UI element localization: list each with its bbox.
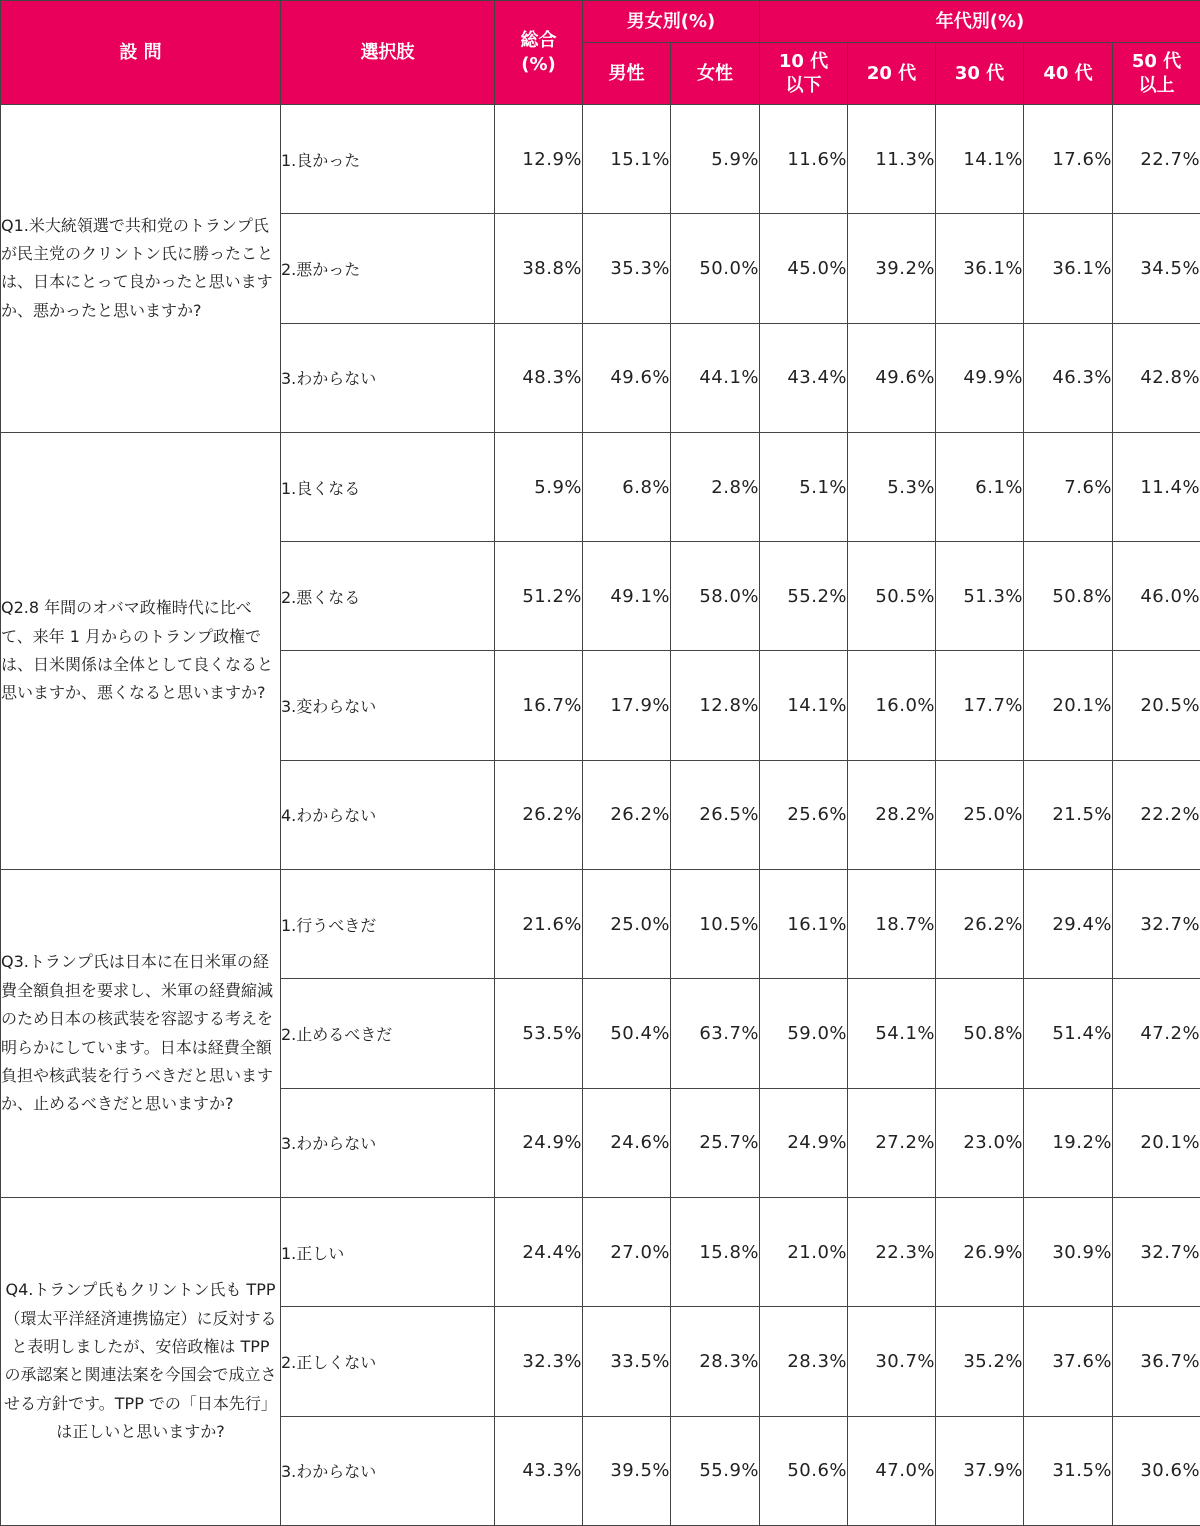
value-cell-age40: 30.9% — [1024, 1197, 1113, 1306]
age50-column-header: 50 代 以上 — [1113, 43, 1200, 105]
value-cell-total: 5.9% — [495, 432, 583, 541]
value-cell-age10: 11.6% — [760, 105, 848, 214]
value-cell-total: 21.6% — [495, 870, 583, 979]
value-cell-age10: 14.1% — [760, 651, 848, 760]
value-cell-female: 63.7% — [671, 979, 760, 1088]
value-cell-age30: 50.8% — [936, 979, 1024, 1088]
value-cell-total: 24.9% — [495, 1088, 583, 1197]
value-cell-age40: 36.1% — [1024, 214, 1113, 323]
value-cell-age20: 5.3% — [848, 432, 936, 541]
question-text-q4: Q4.トランプ氏もクリントン氏も TPP（環太平洋経済連携協定）に反対すると表明しましたが、安倍政権は TPP の承認案と関連法案を今国会で成立させる方針です。TPP での「日本先行」は正しいと思いますか? — [1, 1197, 281, 1525]
option-label: 2.悪くなる — [281, 542, 495, 651]
value-cell-age30: 51.3% — [936, 542, 1024, 651]
value-cell-total: 43.3% — [495, 1416, 583, 1525]
value-cell-female: 55.9% — [671, 1416, 760, 1525]
value-cell-age20: 27.2% — [848, 1088, 936, 1197]
value-cell-age10: 24.9% — [760, 1088, 848, 1197]
question-text-q2: Q2.8 年間のオバマ政権時代に比べて、来年 1 月からのトランプ政権では、日米関係は全体として良くなると思いますか、悪くなると思いますか? — [1, 432, 281, 869]
value-cell-age30: 26.2% — [936, 870, 1024, 979]
value-cell-age50: 20.1% — [1113, 1088, 1200, 1197]
value-cell-age20: 54.1% — [848, 979, 936, 1088]
value-cell-total: 38.8% — [495, 214, 583, 323]
value-cell-age30: 36.1% — [936, 214, 1024, 323]
value-cell-female: 44.1% — [671, 323, 760, 432]
value-cell-age50: 36.7% — [1113, 1307, 1200, 1416]
value-cell-female: 25.7% — [671, 1088, 760, 1197]
value-cell-age20: 47.0% — [848, 1416, 936, 1525]
value-cell-age30: 14.1% — [936, 105, 1024, 214]
value-cell-age50: 47.2% — [1113, 979, 1200, 1088]
value-cell-age40: 29.4% — [1024, 870, 1113, 979]
value-cell-age50: 32.7% — [1113, 1197, 1200, 1306]
option-label: 4.わからない — [281, 760, 495, 869]
question-text-q1: Q1.米大統領選で共和党のトランプ氏が民主党のクリントン氏に勝ったことは、日本にとって良かったと思いますか、悪かったと思いますか? — [1, 105, 281, 433]
age30-column-header: 30 代 — [936, 43, 1024, 105]
male-column-header: 男性 — [583, 43, 671, 105]
value-cell-age50: 22.2% — [1113, 760, 1200, 869]
table-row — [1, 105, 1200, 214]
option-label: 3.わからない — [281, 1088, 495, 1197]
value-cell-age50: 30.6% — [1113, 1416, 1200, 1525]
value-cell-male: 24.6% — [583, 1088, 671, 1197]
value-cell-age10: 21.0% — [760, 1197, 848, 1306]
value-cell-male: 49.1% — [583, 542, 671, 651]
value-cell-female: 2.8% — [671, 432, 760, 541]
value-cell-age10: 45.0% — [760, 214, 848, 323]
table-row — [1, 432, 1200, 541]
value-cell-age20: 50.5% — [848, 542, 936, 651]
value-cell-age10: 43.4% — [760, 323, 848, 432]
value-cell-age40: 19.2% — [1024, 1088, 1113, 1197]
value-cell-age30: 26.9% — [936, 1197, 1024, 1306]
value-cell-age10: 59.0% — [760, 979, 848, 1088]
value-cell-age30: 25.0% — [936, 760, 1024, 869]
value-cell-male: 27.0% — [583, 1197, 671, 1306]
value-cell-total: 24.4% — [495, 1197, 583, 1306]
option-label: 1.良かった — [281, 105, 495, 214]
value-cell-age20: 16.0% — [848, 651, 936, 760]
value-cell-age40: 50.8% — [1024, 542, 1113, 651]
value-cell-age50: 20.5% — [1113, 651, 1200, 760]
value-cell-male: 17.9% — [583, 651, 671, 760]
option-label: 1.正しい — [281, 1197, 495, 1306]
gender-group-header: 男女別(%) — [583, 1, 760, 43]
value-cell-age10: 5.1% — [760, 432, 848, 541]
value-cell-male: 26.2% — [583, 760, 671, 869]
age-group-header: 年代別(%) — [760, 1, 1200, 43]
value-cell-total: 32.3% — [495, 1307, 583, 1416]
value-cell-age20: 30.7% — [848, 1307, 936, 1416]
value-cell-age40: 7.6% — [1024, 432, 1113, 541]
option-label: 1.行うべきだ — [281, 870, 495, 979]
value-cell-male: 15.1% — [583, 105, 671, 214]
value-cell-age10: 50.6% — [760, 1416, 848, 1525]
value-cell-total: 26.2% — [495, 760, 583, 869]
value-cell-age10: 55.2% — [760, 542, 848, 651]
age40-column-header: 40 代 — [1024, 43, 1113, 105]
value-cell-age50: 34.5% — [1113, 214, 1200, 323]
value-cell-female: 12.8% — [671, 651, 760, 760]
value-cell-female: 5.9% — [671, 105, 760, 214]
age10-column-header: 10 代 以下 — [760, 43, 848, 105]
value-cell-total: 51.2% — [495, 542, 583, 651]
value-cell-age10: 16.1% — [760, 870, 848, 979]
value-cell-male: 39.5% — [583, 1416, 671, 1525]
table-body — [1, 105, 1200, 1526]
total-column-header: 総合 (%) — [495, 1, 583, 105]
option-column-header: 選択肢 — [281, 1, 495, 105]
value-cell-female: 10.5% — [671, 870, 760, 979]
value-cell-age50: 22.7% — [1113, 105, 1200, 214]
value-cell-age20: 39.2% — [848, 214, 936, 323]
option-label: 2.悪かった — [281, 214, 495, 323]
value-cell-age30: 35.2% — [936, 1307, 1024, 1416]
value-cell-female: 58.0% — [671, 542, 760, 651]
female-column-header: 女性 — [671, 43, 760, 105]
value-cell-age10: 28.3% — [760, 1307, 848, 1416]
table-header — [1, 1, 1200, 105]
option-label: 2.止めるべきだ — [281, 979, 495, 1088]
value-cell-age50: 46.0% — [1113, 542, 1200, 651]
value-cell-age30: 23.0% — [936, 1088, 1024, 1197]
value-cell-male: 35.3% — [583, 214, 671, 323]
value-cell-total: 48.3% — [495, 323, 583, 432]
option-label: 2.正しくない — [281, 1307, 495, 1416]
question-column-header: 設 問 — [1, 1, 281, 105]
value-cell-total: 53.5% — [495, 979, 583, 1088]
value-cell-age40: 37.6% — [1024, 1307, 1113, 1416]
table-row — [1, 870, 1200, 979]
option-label: 3.変わらない — [281, 651, 495, 760]
value-cell-age40: 31.5% — [1024, 1416, 1113, 1525]
age20-column-header: 20 代 — [848, 43, 936, 105]
value-cell-age20: 11.3% — [848, 105, 936, 214]
value-cell-male: 6.8% — [583, 432, 671, 541]
value-cell-total: 16.7% — [495, 651, 583, 760]
value-cell-age10: 25.6% — [760, 760, 848, 869]
option-label: 3.わからない — [281, 323, 495, 432]
question-text-q3: Q3.トランプ氏は日本に在日米軍の経費全額負担を要求し、米軍の経費縮減のため日本の核武装を容認する考えを明らかにしています。日本は経費全額負担や核武装を行うべきだと思いますか、止めるべきだと思いますか? — [1, 870, 281, 1198]
value-cell-age40: 17.6% — [1024, 105, 1113, 214]
value-cell-female: 15.8% — [671, 1197, 760, 1306]
option-label: 1.良くなる — [281, 432, 495, 541]
value-cell-age50: 32.7% — [1113, 870, 1200, 979]
value-cell-age40: 21.5% — [1024, 760, 1113, 869]
value-cell-age30: 37.9% — [936, 1416, 1024, 1525]
value-cell-male: 25.0% — [583, 870, 671, 979]
value-cell-age50: 42.8% — [1113, 323, 1200, 432]
value-cell-female: 50.0% — [671, 214, 760, 323]
value-cell-age20: 18.7% — [848, 870, 936, 979]
value-cell-age40: 20.1% — [1024, 651, 1113, 760]
value-cell-total: 12.9% — [495, 105, 583, 214]
table-row — [1, 1197, 1200, 1306]
value-cell-age40: 46.3% — [1024, 323, 1113, 432]
value-cell-age20: 49.6% — [848, 323, 936, 432]
value-cell-age40: 51.4% — [1024, 979, 1113, 1088]
value-cell-age20: 22.3% — [848, 1197, 936, 1306]
value-cell-age50: 11.4% — [1113, 432, 1200, 541]
value-cell-age30: 49.9% — [936, 323, 1024, 432]
value-cell-female: 28.3% — [671, 1307, 760, 1416]
value-cell-age30: 17.7% — [936, 651, 1024, 760]
value-cell-male: 49.6% — [583, 323, 671, 432]
value-cell-male: 33.5% — [583, 1307, 671, 1416]
value-cell-male: 50.4% — [583, 979, 671, 1088]
option-label: 3.わからない — [281, 1416, 495, 1525]
value-cell-female: 26.5% — [671, 760, 760, 869]
value-cell-age30: 6.1% — [936, 432, 1024, 541]
value-cell-age20: 28.2% — [848, 760, 936, 869]
